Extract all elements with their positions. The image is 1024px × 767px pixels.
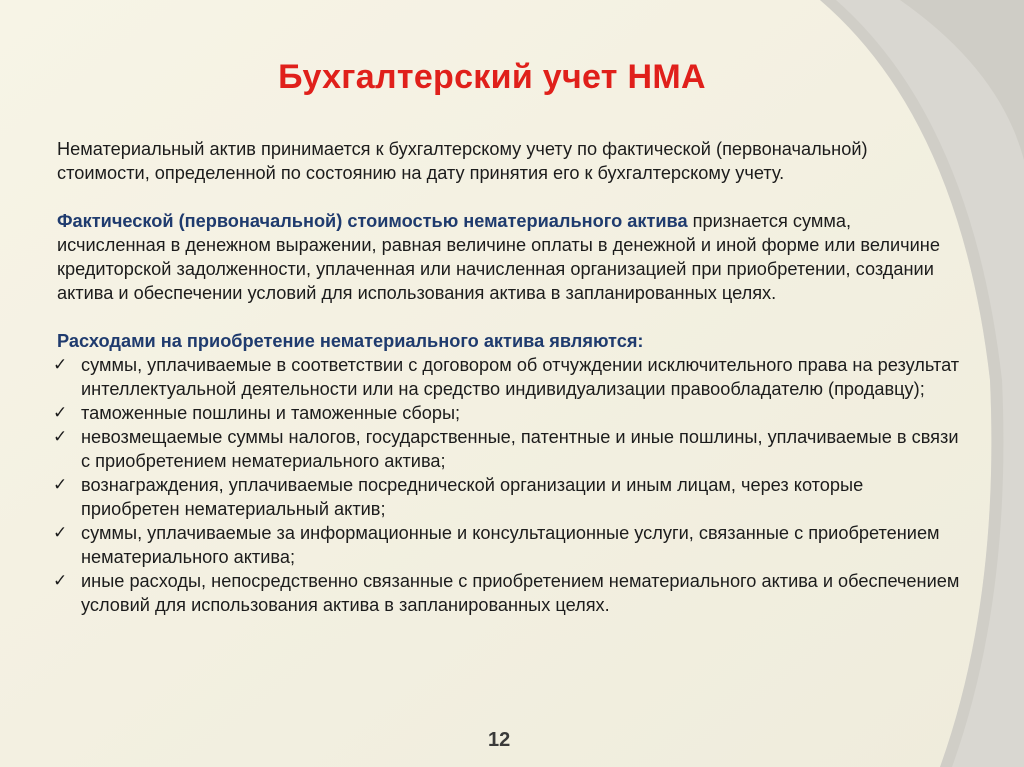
checkmark-icon: ✓ bbox=[53, 523, 68, 542]
slide-title: Бухгалтерский учет НМА bbox=[278, 58, 706, 96]
list-item-text: вознаграждения, уплачиваемые посреднической организации и иным лицам, через которые приобретен нематериальный актив; bbox=[81, 475, 864, 519]
cost-definition-highlight: Фактической (первоначальной) стоимостью нематериального актива bbox=[57, 211, 688, 231]
checkmark-icon: ✓ bbox=[53, 403, 68, 422]
cost-definition-paragraph bbox=[57, 209, 962, 305]
list-item bbox=[53, 425, 962, 473]
expenses-list bbox=[53, 353, 962, 617]
checkmark-icon: ✓ bbox=[53, 475, 68, 494]
list-item-text: суммы, уплачиваемые за информационные и консультационные услуги, связанные с приобретением нематериального актива; bbox=[81, 523, 940, 567]
checkmark-icon: ✓ bbox=[53, 427, 68, 446]
list-item-text: таможенные пошлины и таможенные сборы; bbox=[81, 403, 461, 423]
slide-content bbox=[53, 137, 962, 617]
list-item bbox=[53, 569, 962, 617]
checkmark-icon: ✓ bbox=[53, 355, 68, 374]
list-item bbox=[53, 353, 962, 401]
checkmark-icon: ✓ bbox=[53, 571, 68, 590]
cost-definition-text: признается сумма, исчисленная в денежном выражении, равная величине оплаты в денежной и иной форме или величине кредиторской задолженности, уплаченная или начисленная организацией при приобретении, создании актива и обеспечении условий для использования актива в запланированных целях. bbox=[57, 211, 940, 303]
list-item-text: иные расходы, непосредственно связанные с приобретением нематериального актива и обеспечением условий для использования актива в запланированных целях. bbox=[81, 571, 960, 615]
list-item bbox=[53, 521, 962, 569]
list-item bbox=[53, 473, 962, 521]
list-item bbox=[53, 401, 962, 425]
intro-paragraph: Нематериальный актив принимается к бухгалтерскому учету по фактической (первоначальной) стоимости, определенной по состоянию на дату принятия его к бухгалтерскому учету. bbox=[57, 139, 868, 183]
page-number: 12 bbox=[488, 729, 511, 751]
list-item-text: суммы, уплачиваемые в соответствии с договором об отчуждении исключительного права на результат интеллектуальной деятельности или на средство индивидуализации правообладателю (продавцу); bbox=[81, 355, 960, 399]
list-item-text: невозмещаемые суммы налогов, государственные, патентные и иные пошлины, уплачиваемые в связи с приобретением нематериального актива; bbox=[81, 427, 959, 471]
expenses-list-heading: Расходами на приобретение нематериального актива являются: bbox=[57, 331, 644, 351]
